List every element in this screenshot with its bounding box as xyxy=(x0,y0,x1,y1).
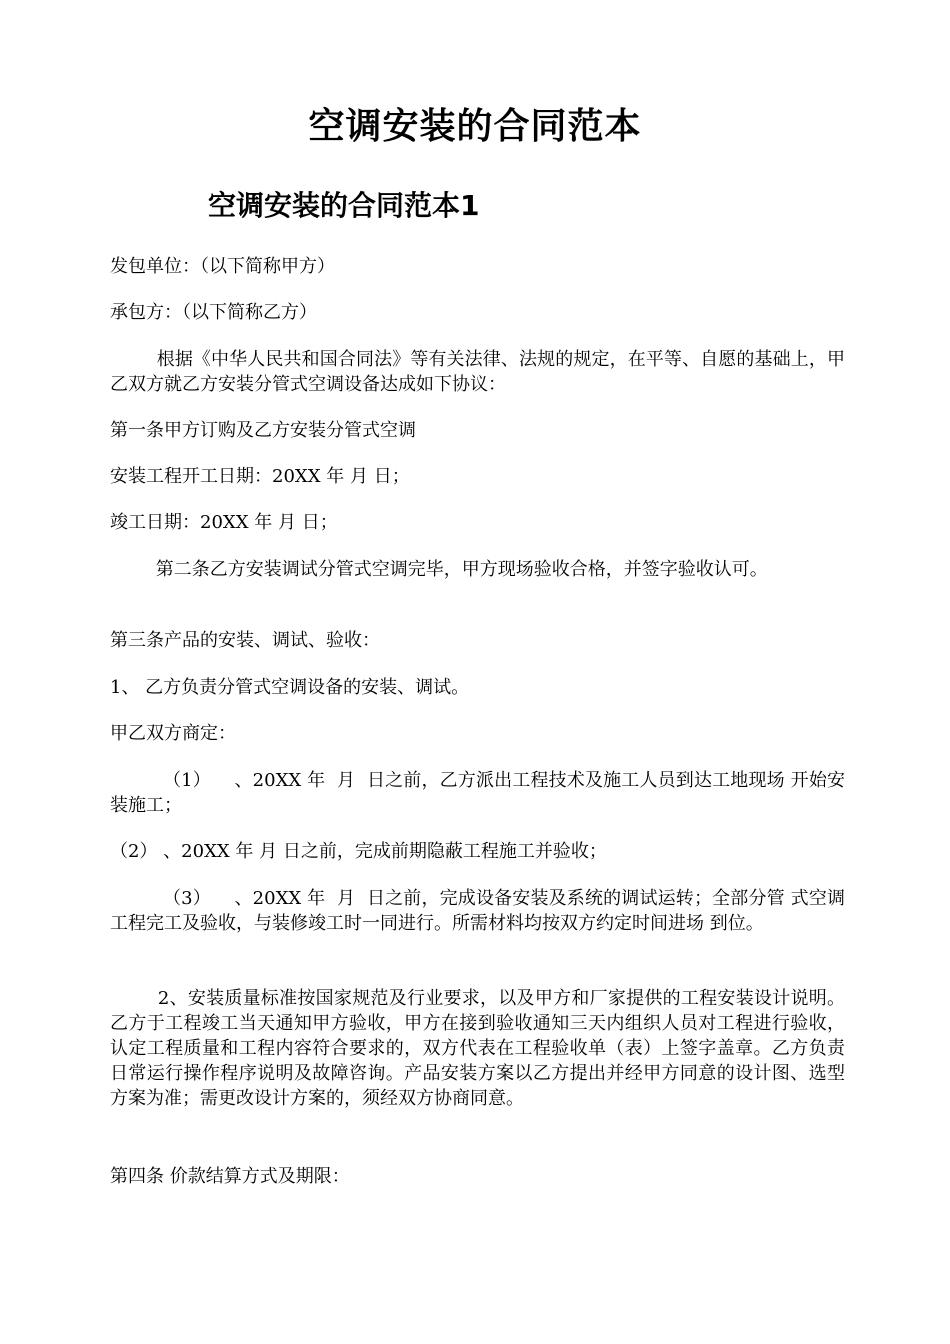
paragraph-item-1: 1、 乙方负责分管式空调设备的安装、调试。 xyxy=(110,677,470,698)
paragraph-contractor: 发包单位：（以下简称甲方） xyxy=(110,256,335,277)
paragraph-undertaker: 承包方：（以下简称乙方） xyxy=(110,302,317,323)
paragraph-article-2: 第二条乙方安装调试分管式空调完毕，甲方现场验收合格，并签字验收认可。 xyxy=(110,559,768,580)
paragraph-article-1: 第一条甲方订购及乙方安装分管式空调 xyxy=(110,420,416,441)
paragraph-item-2: 2、安装质量标准按国家规范及行业要求，以及甲方和厂家提供的工程安装设计说明。乙方于工程竣工当天通知甲方验收，甲方在接到验收通知三天内组织人员对工程进行验收，认定工程质量和工程内容符合要求的，双方代表在工程验收单（表）上签字盖章。乙方负责日常运行操作程序说明及故障咨询。产品安装方案以乙方提出并经甲方同意的设计图、选型方案为准；需更改设计方案的，须经双方协商同意。 xyxy=(110,988,845,1109)
paragraph-article-3: 第三条产品的安装、调试、验收： xyxy=(110,630,380,651)
paragraph-start-date: 安装工程开工日期：20XX 年 月 日； xyxy=(110,466,410,487)
paragraph-legal-basis: 根据《中华人民共和国合同法》等有关法律、法规的规定，在平等、自愿的基础上，甲乙双方就乙方安装分管式空调设备达成如下协议： xyxy=(110,349,845,395)
document-title: 空调安装的合同范本 xyxy=(308,106,642,147)
paragraph-article-4: 第四条 价款结算方式及期限： xyxy=(110,1166,350,1187)
paragraph-schedule-2: （2） 、20XX 年 月 日之前，完成前期隐蔽工程施工并验收； xyxy=(110,841,607,862)
paragraph-schedule-1: （1） 、20XX 年 月 日之前，乙方派出工程技术及施工人员到达工地现场 开始安装施工； xyxy=(110,770,846,816)
paragraph-agreement: 甲乙双方商定： xyxy=(110,723,236,744)
section-heading: 空调安装的合同范本1 xyxy=(208,189,480,222)
paragraph-schedule-3: （3） 、20XX 年 月 日之前，完成设备安装及系统的调试运转；全部分管 式空调工程完工及验收，与装修竣工时一同进行。所需材料均按双方约定时间进场 到位。 xyxy=(110,888,846,934)
paragraph-completion-date: 竣工日期：20XX 年 月 日； xyxy=(110,512,338,533)
